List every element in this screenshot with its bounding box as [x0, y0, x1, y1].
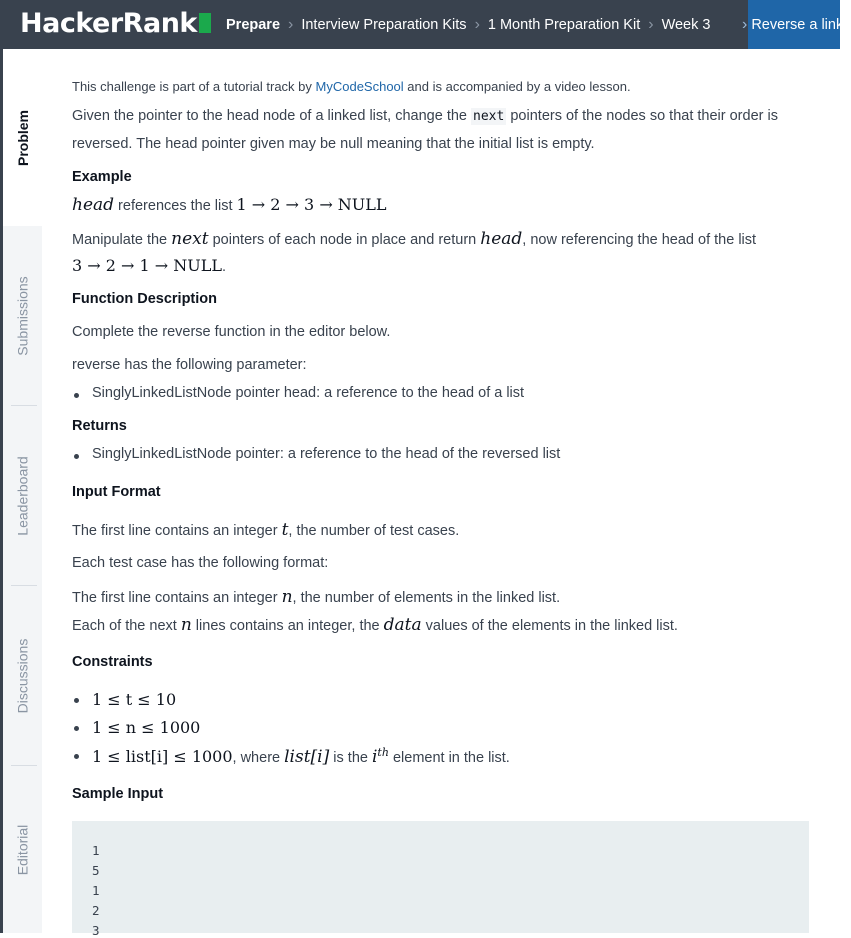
manipulate-line-2 — [72, 256, 226, 275]
chevron-right-icon: › — [474, 15, 480, 33]
tab-editorial-label: Editorial — [14, 824, 31, 875]
breadcrumb — [226, 0, 710, 49]
vertical-tab-bar — [3, 49, 42, 933]
input-text: The first line contains an integer — [72, 523, 282, 539]
math-next: next — [171, 229, 209, 249]
breadcrumb-interview-kits[interactable]: Interview Preparation Kits — [301, 16, 467, 33]
input-line-4 — [72, 615, 678, 635]
manip-text-3: , now referencing the head of the list — [522, 232, 757, 248]
input-text-end: , the number of test cases. — [288, 523, 460, 539]
math-list-range: 1 ≤ list[i] ≤ 1000 — [92, 746, 233, 766]
input-text-end: values of the elements in the linked list. — [421, 618, 678, 634]
tab-problem[interactable] — [3, 49, 42, 226]
sample-line: 1 — [92, 843, 100, 858]
constraint-text-end: element in the list. — [388, 749, 510, 766]
example-text: references the list — [114, 198, 237, 214]
input-format-heading: Input Format — [72, 484, 161, 500]
math-t: t — [281, 520, 289, 540]
sample-line: 5 — [92, 863, 100, 878]
desc-text: Given the pointer to the head node of a linked list, change the — [72, 108, 472, 124]
math-list-i: list[i] — [284, 746, 330, 767]
tab-discussions-label: Discussions — [14, 638, 31, 714]
hackerrank-logo[interactable]: HackerRank — [20, 9, 211, 39]
math-i: i — [371, 746, 378, 767]
manipulate-line-1 — [72, 229, 756, 249]
math-head: head — [480, 229, 523, 249]
constraint-text: , where — [232, 749, 285, 766]
manip-text-2: pointers of each node in place and return — [208, 232, 481, 248]
sample-line: 2 — [92, 903, 100, 918]
manip-end: . — [222, 259, 227, 275]
constraint-t: 1 ≤ t ≤ 10 — [92, 690, 177, 709]
description-line-2: reversed. The head pointer given may be null meaning that the initial list is empty. — [72, 136, 595, 152]
sample-line: 3 — [92, 923, 100, 938]
function-description-text: Complete the reverse function in the editor below. — [72, 324, 391, 340]
example-line — [72, 195, 387, 215]
sample-input-heading: Sample Input — [72, 786, 164, 802]
intro-text-end: and is accompanied by a video lesson. — [403, 79, 631, 94]
sample-line: 1 — [92, 883, 100, 898]
tab-problem-label: Problem — [14, 109, 31, 166]
example-heading: Example — [72, 169, 132, 185]
constraint-text-2: is the — [329, 749, 372, 766]
math-n: n — [180, 615, 192, 635]
description-line-1 — [72, 108, 778, 124]
breadcrumb-current-challenge — [742, 0, 851, 49]
constraints-heading: Constraints — [72, 654, 153, 670]
input-text: Each of the next — [72, 618, 181, 634]
breadcrumb-month-kit[interactable]: 1 Month Preparation Kit — [487, 16, 641, 33]
returns-heading: Returns — [72, 418, 127, 434]
input-text-2: lines contains an integer, the — [191, 618, 384, 634]
math-reversed-list: 3 → 2 → 1 → NULL — [72, 256, 223, 275]
chevron-right-icon: › — [742, 16, 748, 33]
tutorial-intro — [72, 79, 631, 94]
tab-leaderboard-label: Leaderboard — [14, 456, 31, 536]
input-line-3 — [72, 587, 560, 607]
code-next: next — [473, 109, 505, 124]
tab-submissions[interactable] — [3, 226, 42, 406]
tab-leaderboard[interactable] — [3, 406, 42, 586]
math-th: th — [377, 746, 389, 759]
tab-discussions[interactable] — [3, 586, 42, 766]
input-line-1 — [72, 520, 459, 540]
constraint-list — [92, 746, 510, 767]
manip-text: Manipulate the — [72, 232, 172, 248]
chevron-right-icon: › — [648, 15, 654, 33]
tab-editorial[interactable] — [3, 766, 42, 933]
breadcrumb-prepare[interactable]: Prepare — [226, 16, 281, 33]
constraint-n: 1 ≤ n ≤ 1000 — [92, 718, 201, 737]
param-item-text: SinglyLinkedListNode pointer head: a reference to the head of a list — [92, 385, 525, 401]
math-n: n — [281, 587, 293, 607]
returns-item-text: SinglyLinkedListNode pointer: a reference to the head of the reversed list — [92, 446, 561, 462]
desc-text-end: pointers of the nodes so that their order is — [506, 108, 778, 124]
chevron-right-icon: › — [288, 15, 294, 33]
breadcrumb-week[interactable]: Week 3 — [661, 16, 711, 33]
breadcrumb-current-label: Reverse a linke — [751, 17, 851, 33]
math-data: data — [383, 615, 422, 635]
intro-text: This challenge is part of a tutorial track by — [72, 79, 316, 94]
input-text: The first line contains an integer — [72, 590, 282, 606]
parameter-text: reverse has the following parameter: — [72, 357, 307, 373]
function-description-heading: Function Description — [72, 291, 217, 307]
tab-submissions-label: Submissions — [14, 276, 31, 356]
sample-input-block — [72, 821, 809, 938]
top-navigation-bar — [0, 0, 851, 49]
mycodeschool-link[interactable]: MyCodeSchool — [315, 79, 404, 94]
input-line-2: Each test case has the following format: — [72, 555, 329, 571]
logo-mark-icon — [199, 13, 211, 33]
input-text-end: , the number of elements in the linked list. — [292, 590, 561, 606]
math-example-list: 1 → 2 → 3 → NULL — [236, 195, 387, 214]
math-head: head — [72, 195, 115, 215]
